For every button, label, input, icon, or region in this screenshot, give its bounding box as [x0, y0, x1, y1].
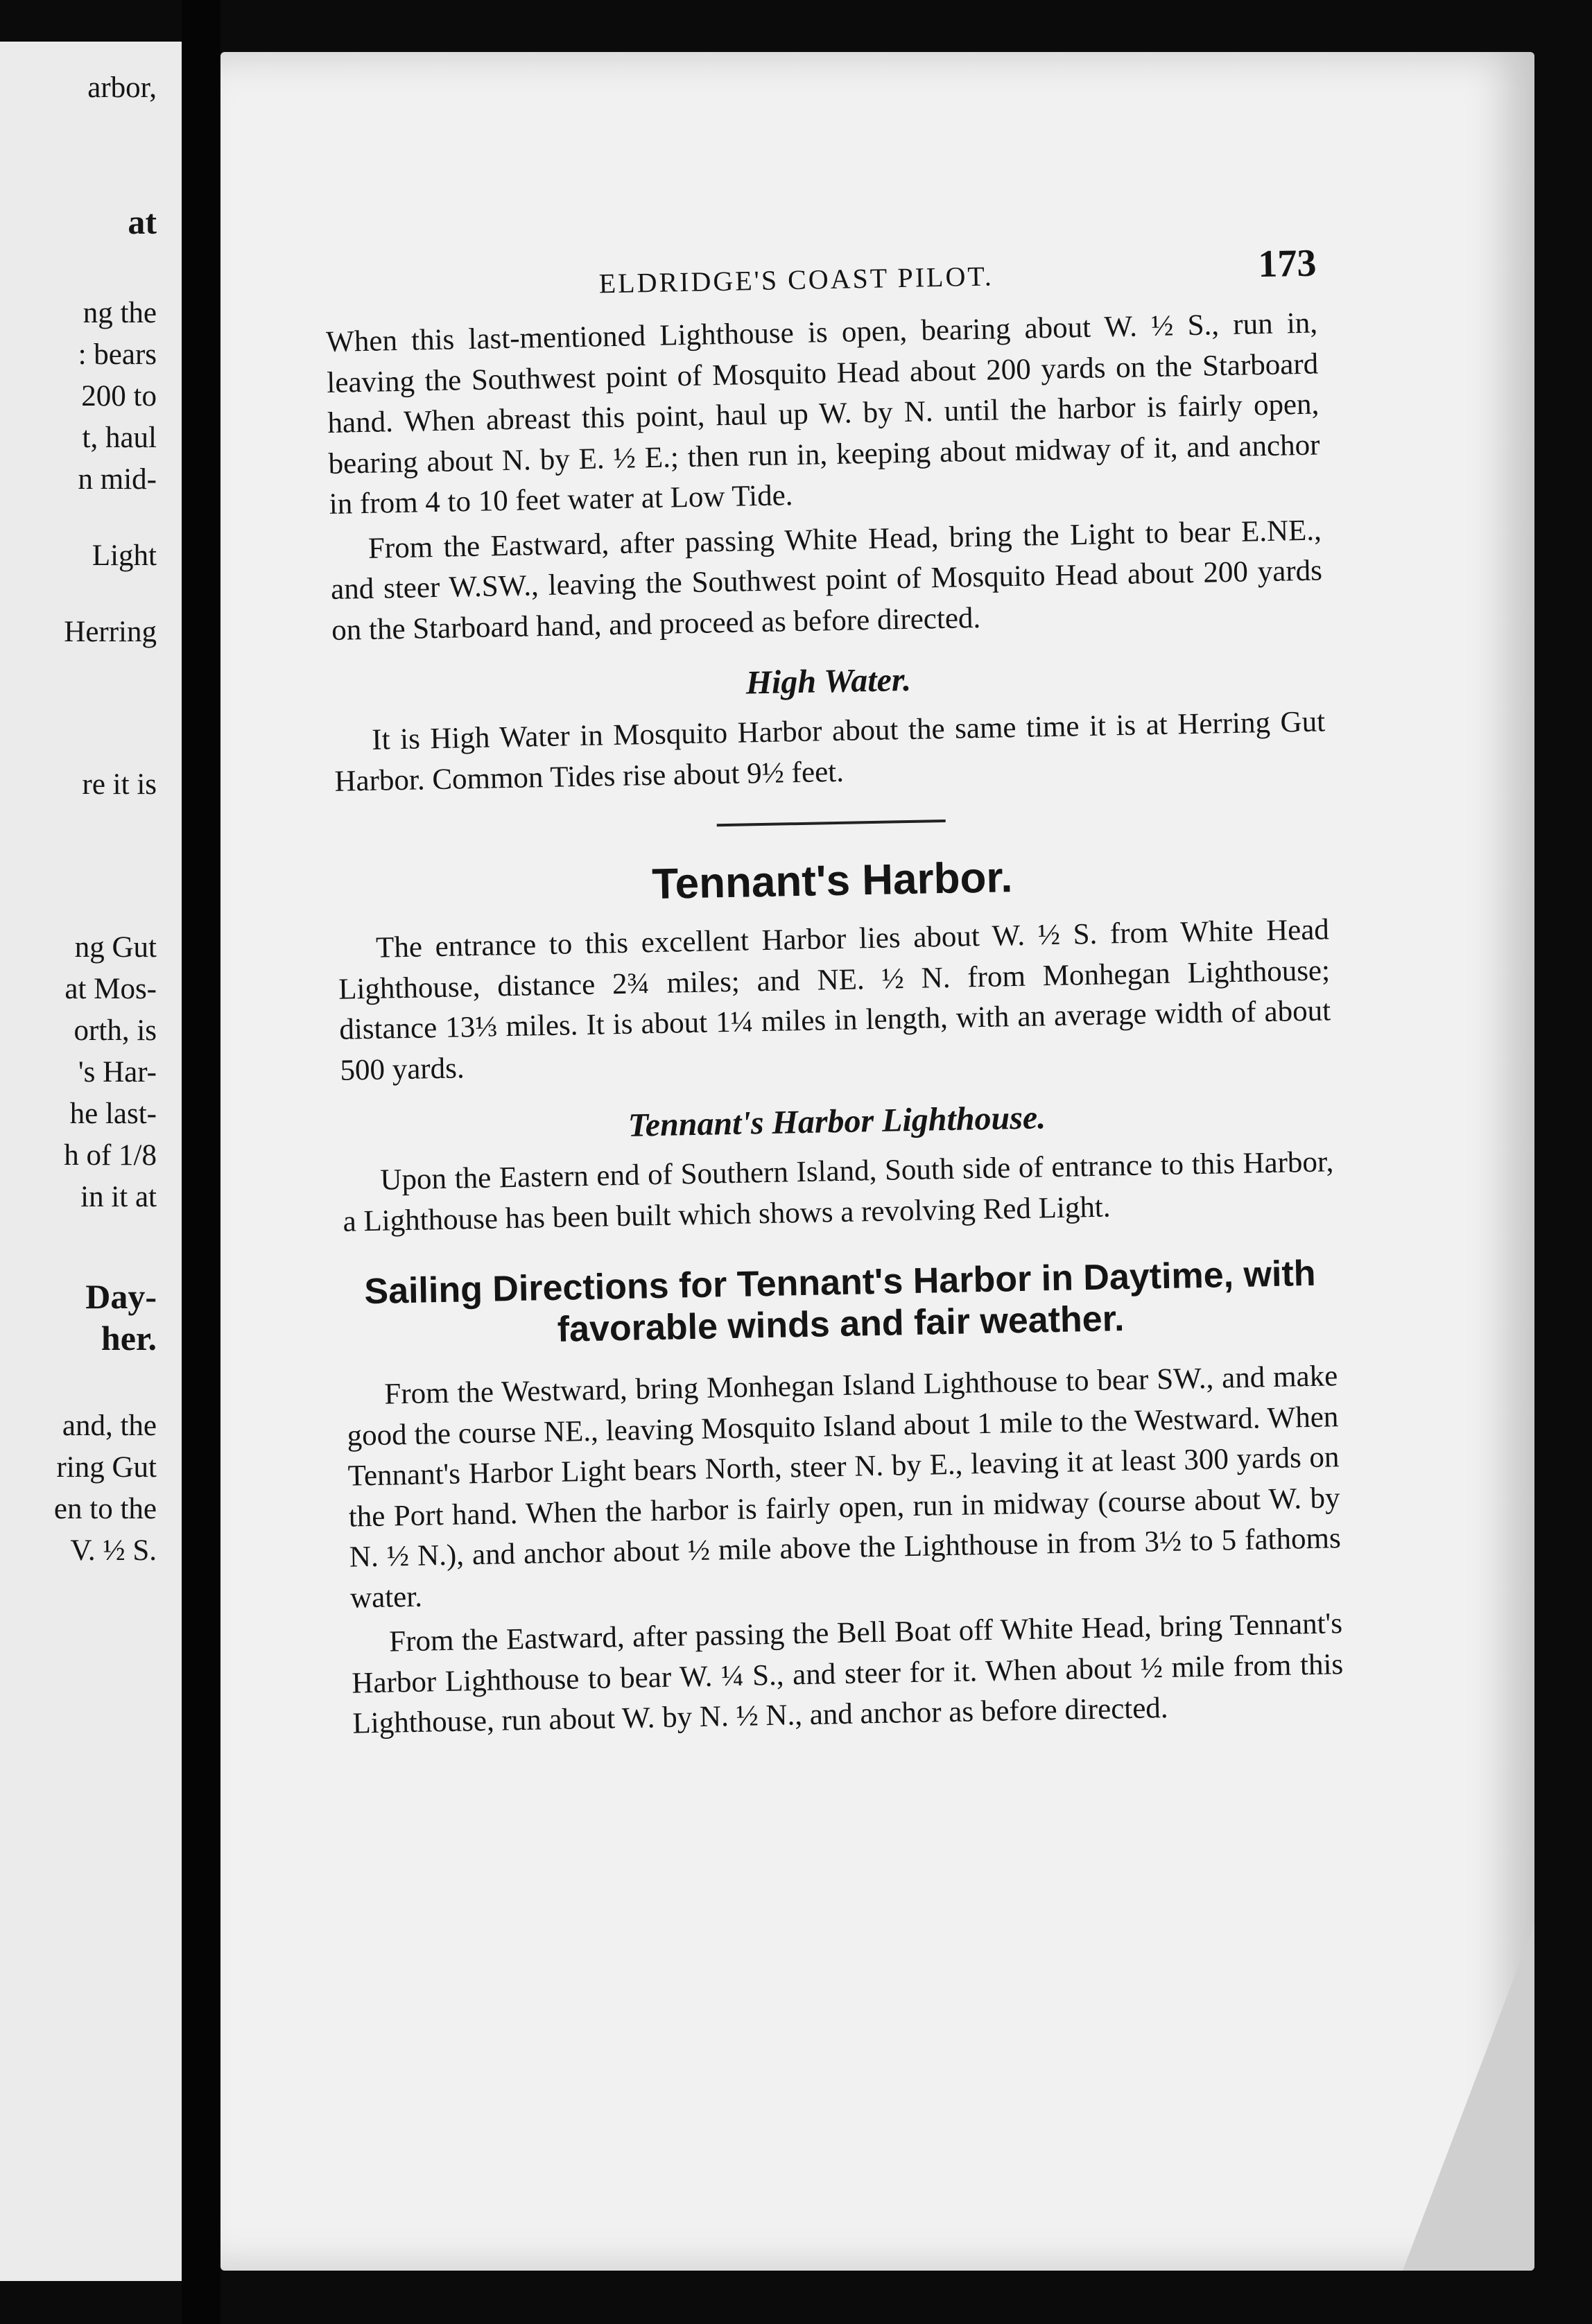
book-gutter [182, 0, 220, 2324]
left-page-text-fragment: 200 to [81, 380, 157, 413]
left-page-text-fragment: Herring [64, 616, 157, 648]
book-page [220, 52, 1534, 2271]
left-page-text-fragment: en to the [53, 1493, 157, 1525]
subsection-heading: Tennant's Harbor Lighthouse. [628, 1099, 1046, 1144]
left-page-text-fragment: he last- [69, 1098, 157, 1130]
body-paragraph: From the Eastward, after passing the Bell Boat off White Head, bring Tennant's Harbor Lighthouse to bear W. ¼ S., and steer for it. When about ½ mile from this Lighthouse, run about W. by N. ½ N., and anchor as before directed. [351, 1607, 1344, 1740]
left-page-text-fragment: at Mos- [64, 973, 157, 1005]
section-title: Tennant's Harbor. [651, 853, 1013, 909]
left-page-text-fragment: at [128, 202, 157, 241]
body-paragraph: The entrance to this excellent Harbor lies about W. ½ S. from White Head Lighthouse, distance 2¾ miles; and NE. ½ N. from Monhegan Lighthouse; distance 13⅓ miles. It is about 1¼ miles in length, with an average width of about 500 yards. [338, 913, 1331, 1087]
section-divider [717, 820, 946, 826]
left-page-text-fragment: : bears [78, 338, 157, 371]
left-page-text-fragment: orth, is [73, 1014, 157, 1047]
left-page-text-fragment: re it is [82, 768, 157, 801]
left-page-text-fragment: t, haul [82, 422, 157, 454]
body-paragraph: It is High Water in Mosquito Harbor about the same time it is at Herring Gut Harbor. Common Tides rise about 9½ feet. [334, 705, 1326, 798]
text-body [326, 304, 1344, 1745]
left-page-text-fragment: her. [101, 1319, 157, 1358]
body-paragraph: From the Westward, bring Monhegan Island Lighthouse to bear SW., and make good the course NE., leaving Mosquito Island about 1 mile to the Westward. When Tennant's Harbor Light bears North, steer N. by E., leaving it at least 300 yards on the Port hand. When the harbor is fairly open, run in midway (course about W. by N. ½ N.), and anchor about ½ mile above the Lighthouse in from 3½ to 5 fathoms water. [347, 1360, 1342, 1615]
body-paragraph: Upon the Eastern end of Southern Island, South side of entrance to this Harbor, a Lighthouse has been built which shows a revolving Red Light. [343, 1145, 1334, 1238]
body-paragraph: When this last-mentioned Lighthouse is open, bearing about W. ½ S., run in, leaving the Southwest point of Mosquito Head about 200 yards on the Starboard hand. When abreast this point, haul up W. by N. until the harbor is fairly open, bearing about N. by E. ½ E.; then run in, keeping about midway of it, and anchor in from 4 to 10 feet water at Low Tide. [325, 306, 1320, 521]
left-page-text-fragment: ng Gut [74, 931, 157, 964]
left-page-text-fragment: ng the [83, 297, 157, 329]
left-page-text-fragment: Day- [85, 1277, 157, 1316]
left-page-text-fragment: h of 1/8 [64, 1139, 157, 1172]
page-content [325, 241, 1344, 1745]
left-page-text-fragment: and, the [62, 1410, 157, 1442]
page-number: 173 [1257, 241, 1317, 286]
subsection-heading: High Water. [745, 661, 912, 702]
left-page-text-fragment: Light [92, 539, 157, 572]
left-page-text-fragment: n mid- [78, 463, 157, 496]
sailing-directions-heading: Sailing Directions for Tennant's Harbor in Daytime, with favorable winds and fair weather. [363, 1253, 1317, 1350]
running-title: ELDRIDGE'S COAST PILOT. [598, 260, 994, 300]
left-page-text-fragment: in it at [80, 1181, 157, 1213]
left-page-fragment [0, 42, 182, 2281]
left-page-text-fragment: arbor, [87, 71, 157, 104]
left-page-text-fragment: 's Har- [78, 1056, 157, 1089]
left-page-text-fragment: V. ½ S. [70, 1534, 157, 1567]
left-page-text-fragment: ring Gut [56, 1451, 157, 1484]
folded-page-corner [1403, 1924, 1534, 2271]
body-paragraph: From the Eastward, after passing White Head, bring the Light to bear E.NE., and steer W.SW., leaving the Southwest point of Mosquito Head about 200 yards on the Starboard hand, and proceed as before directed. [330, 513, 1323, 647]
